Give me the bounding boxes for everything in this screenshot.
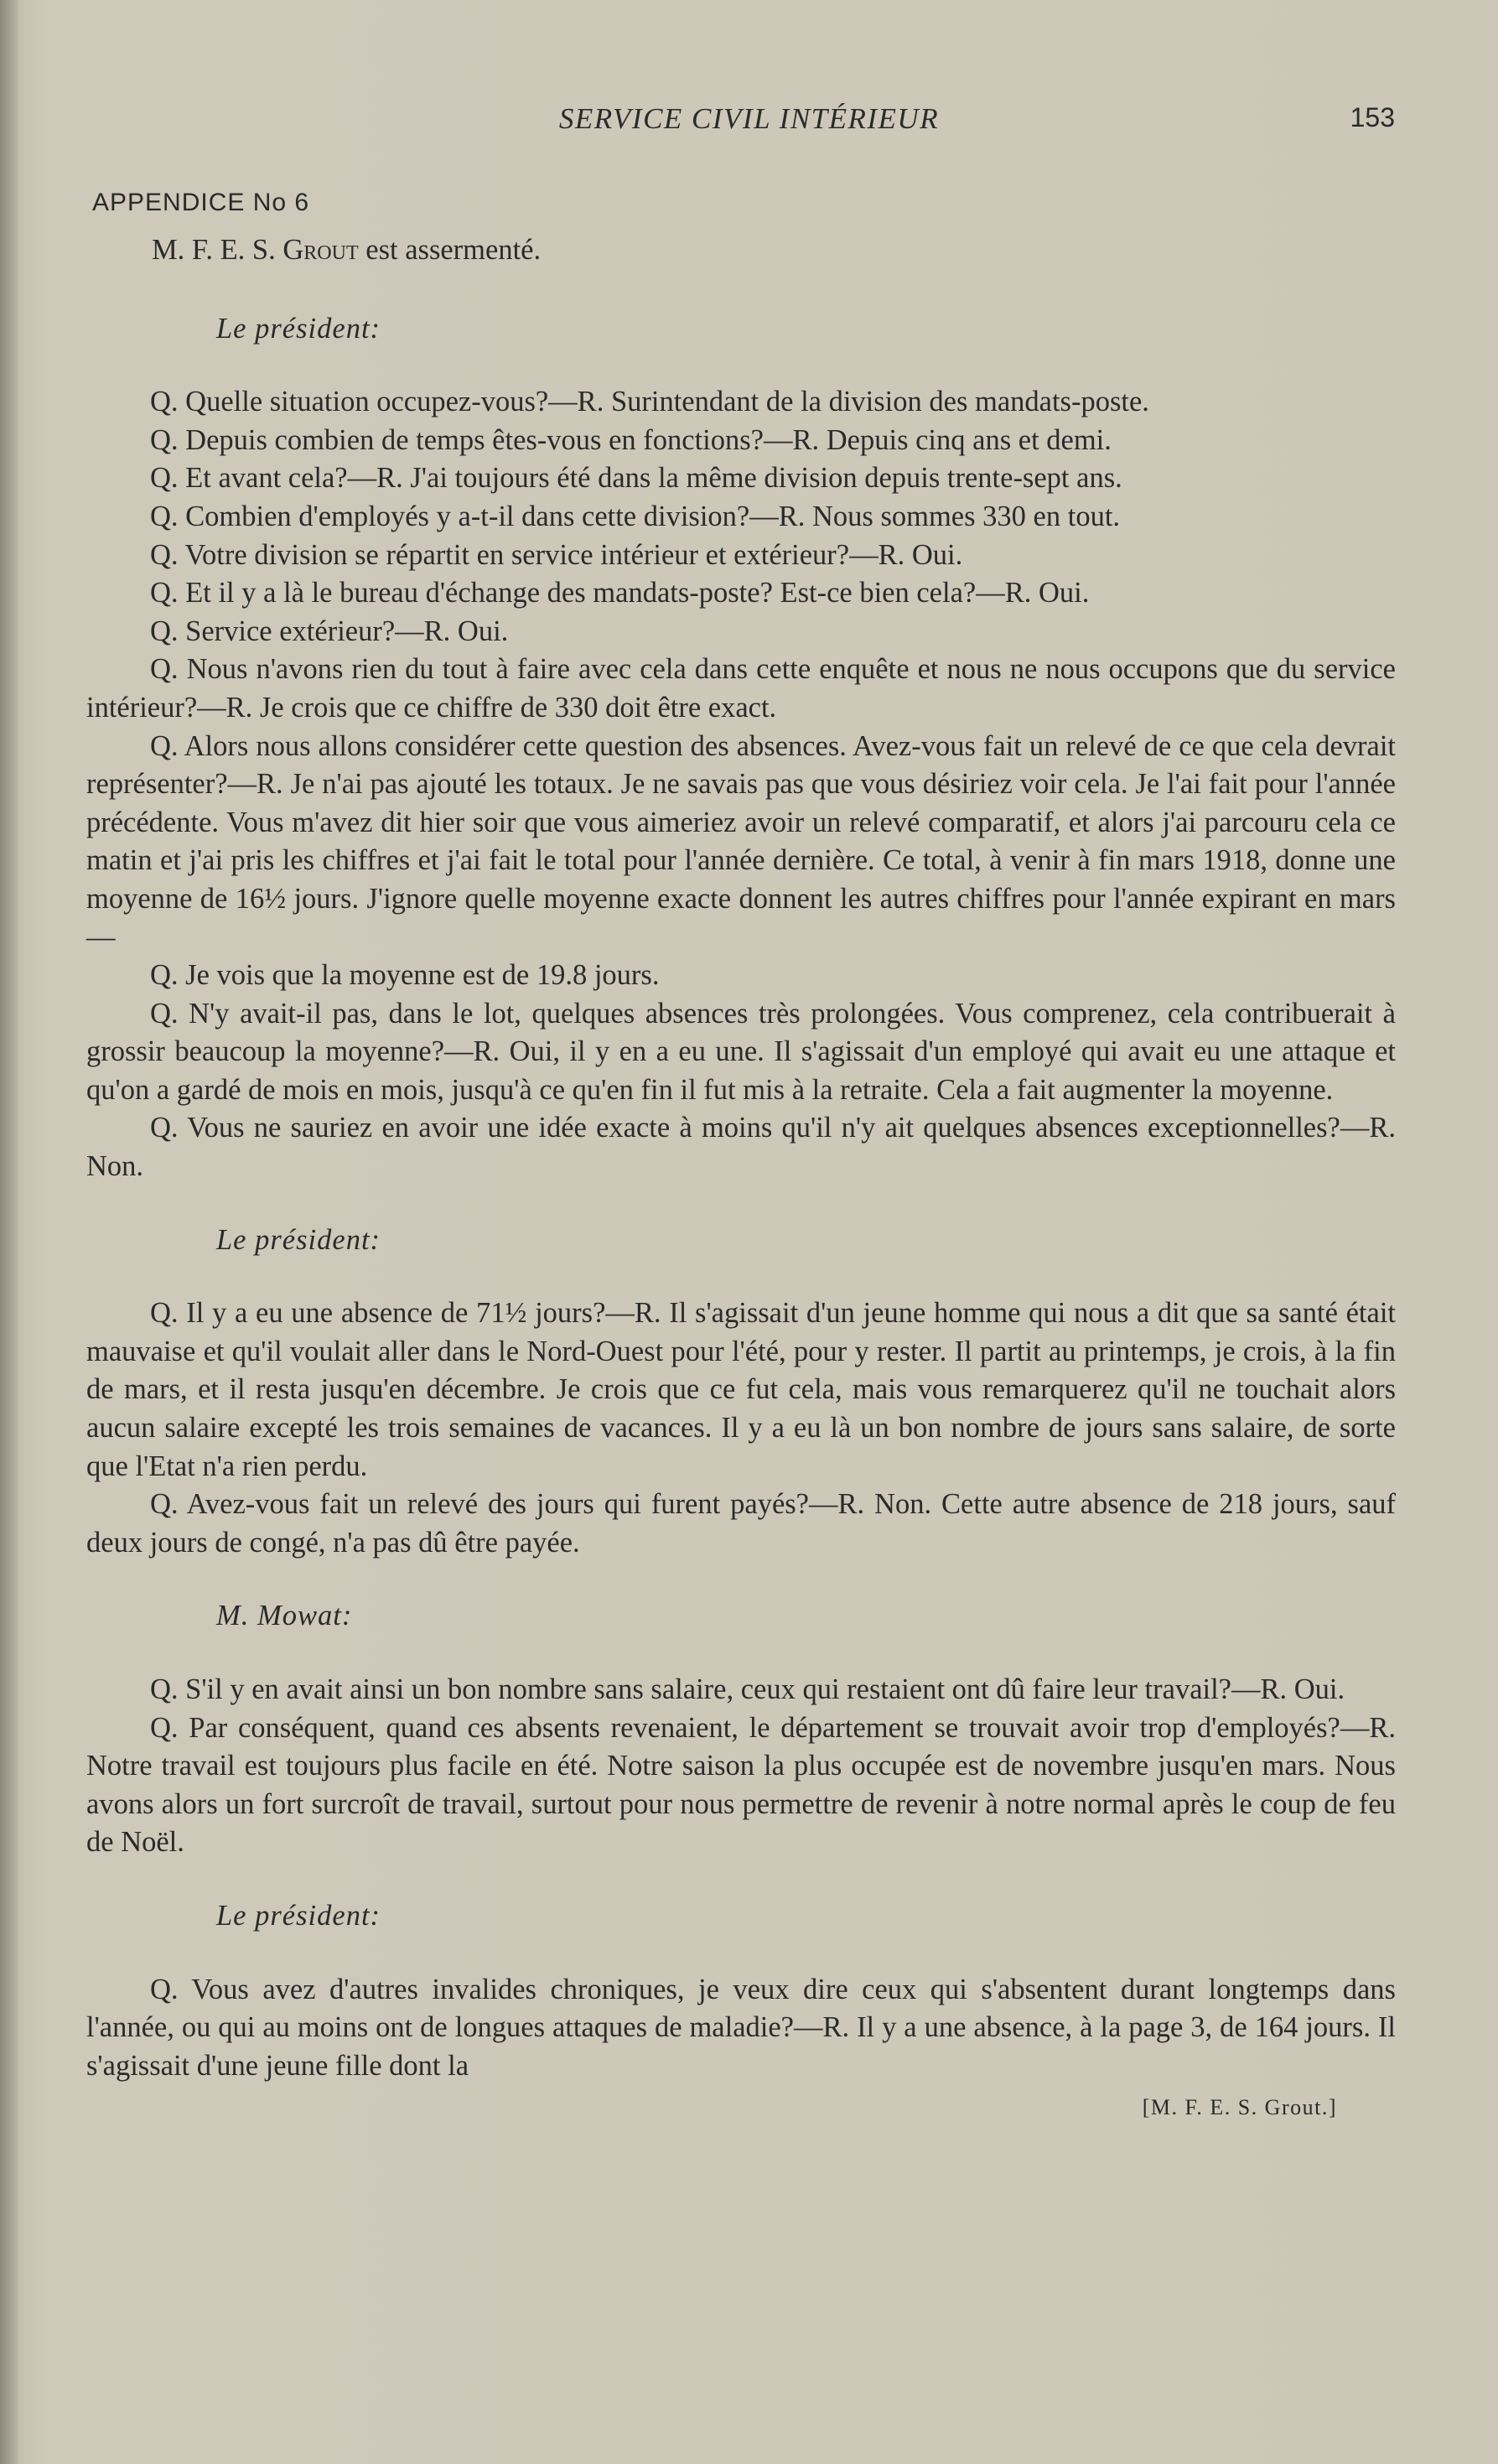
- page-binding-edge: [0, 0, 18, 2464]
- witness-footer-tag: [M. F. E. S. Grout.]: [1142, 2095, 1337, 2120]
- question-answer: Q. Et avant cela?—R. J'ai toujours été dans la même division depuis trente-sept ans.: [150, 462, 1122, 495]
- speaker-heading: Le président:: [216, 312, 381, 345]
- question-answer: Q. Je vois que la moyenne est de 19.8 jours.: [150, 959, 660, 992]
- question-answer: Q. Quelle situation occupez-vous?—R. Surintendant de la division des mandats-poste.: [150, 386, 1149, 418]
- speaker-heading: Le président:: [216, 1223, 381, 1256]
- page-number: 153: [1350, 102, 1395, 132]
- witness-initials: M. F. E. S.: [152, 234, 276, 266]
- running-title: SERVICE CIVIL INTÉRIEUR: [558, 102, 940, 135]
- speaker-heading: M. Mowat:: [216, 1600, 353, 1632]
- question-answer: Q. Alors nous allons considérer cette question des absences. Avez-vous fait un relevé de ce que cela devrait représenter?—R. Je n'ai pas ajouté les totaux. Je ne savais pas que vous désiriez voir cela. Je l'ai fait pour l'année précédente. Vous m'avez dit hier soir que vous aimeriez avoir un relevé comparatif, et alors j'ai parcouru cela ce matin et j'ai pris les chiffres et j'ai fait le total pour l'année dernière. Ce total, à venir à fin mars 1918, donne une moyenne de 16½ jours. J'ignore quelle moyenne exacte donnent les autres chiffres pour l'année expirant en mars—: [86, 729, 1396, 953]
- question-answer: Q. Votre division se répartit en service intérieur et extérieur?—R. Oui.: [150, 538, 963, 571]
- appendix-label: APPENDICE No 6: [92, 189, 310, 216]
- question-answer: Q. N'y avait-il pas, dans le lot, quelques absences très prolongées. Vous comprenez, cela contribuerait à grossir beaucoup la moyenne?—R. Oui, il y en a eu une. Il s'agissait d'un employé qui avait eu une attaque et qu'on a gardé de mois en mois, jusqu'à ce qu'en fin il fut mis à la retraite. Cela a fait augmenter la moyenne.: [86, 997, 1396, 1106]
- sworn-suffix: est assermenté.: [365, 234, 542, 266]
- question-answer: Q. Service extérieur?—R. Oui.: [150, 615, 509, 647]
- question-answer: Q. S'il y en avait ainsi un bon nombre sans salaire, ceux qui restaient ont dû faire leur travail?—R. Oui.: [150, 1673, 1345, 1705]
- sworn-statement: [152, 231, 1396, 270]
- witness-name: Grout: [282, 234, 359, 266]
- question-answer: Q. Nous n'avons rien du tout à faire avec cela dans cette enquête et nous ne nous occupons que du service intérieur?—R. Je crois que ce chiffre de 330 doit être exact.: [86, 653, 1396, 724]
- testimony-body: [86, 231, 1396, 2127]
- question-answer: Q. Vous ne sauriez en avoir une idée exacte à moins qu'il n'y ait quelques absences exceptionnelles?—R. Non.: [86, 1112, 1396, 1183]
- question-answer: Q. Par conséquent, quand ces absents revenaient, le département se trouvait avoir trop d'employés?—R. Notre travail est toujours plus facile en été. Notre saison la plus occupée est de novembre jusqu'en mars. Nous avons alors un fort surcroît de travail, surtout pour nous permettre de revenir à notre normal après le coup de feu de Noël.: [86, 1711, 1396, 1859]
- question-answer: Q. Et il y a là le bureau d'échange des mandats-poste? Est-ce bien cela?—R. Oui.: [150, 577, 1090, 610]
- question-answer: Q. Depuis combien de temps êtes-vous en fonctions?—R. Depuis cinq ans et demi.: [150, 423, 1112, 456]
- question-answer: Q. Il y a eu une absence de 71½ jours?—R. Il s'agissait d'un jeune homme qui nous a dit que sa santé était mauvaise et qu'il voulait aller dans le Nord-Ouest pour l'été, pour y rester. Il partit au printemps, je crois, à la fin de mars, et il resta jusqu'en décembre. Je crois que ce fut cela, mais vous remarquerez qu'il ne touchait alors aucun salaire excepté les trois semaines de vacances. Il y a eu là un bon nombre de jours sans salaire, de sorte que l'Etat n'a rien perdu.: [86, 1297, 1396, 1482]
- question-answer: Q. Combien d'employés y a-t-il dans cette division?—R. Nous sommes 330 en tout.: [150, 500, 1121, 532]
- question-answer: Q. Vous avez d'autres invalides chroniques, je veux dire ceux qui s'absentent durant longtemps dans l'année, ou qui au moins ont de longues attaques de maladie?—R. Il y a une absence, à la page 3, de 164 jours. Il s'agissait d'une jeune fille dont la: [86, 1973, 1396, 2082]
- question-answer: Q. Avez-vous fait un relevé des jours qui furent payés?—R. Non. Cette autre absence de 218 jours, sauf deux jours de congé, n'a pas dû être payée.: [86, 1488, 1396, 1559]
- speaker-heading: Le président:: [216, 1899, 381, 1932]
